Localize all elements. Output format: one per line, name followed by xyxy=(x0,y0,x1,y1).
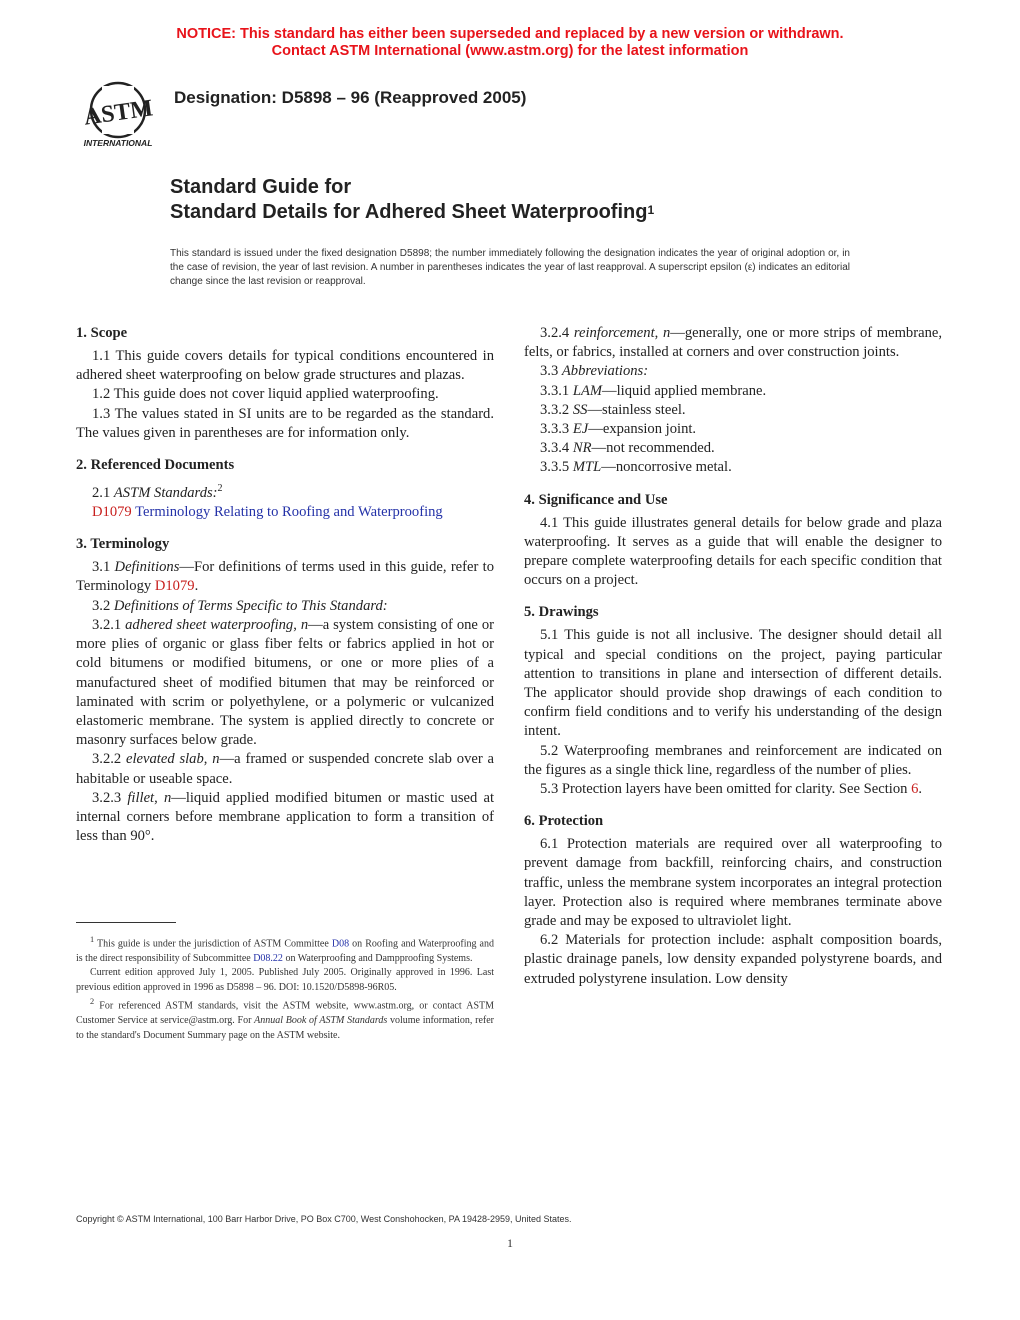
logo-letters: ASTM xyxy=(82,95,155,131)
definition: —generally, one or more strips of membrane, felts, or fabrics, installed at corners and over construction joints. xyxy=(524,325,942,361)
supersession-notice xyxy=(0,26,1020,60)
noun-mark: n xyxy=(212,751,220,768)
term: fillet xyxy=(127,789,155,806)
para-number: 3.2.1 xyxy=(92,616,126,633)
term: adhered sheet waterproofing xyxy=(125,616,294,633)
notice-line-2: Contact ASTM International (www.astm.org) for the latest information xyxy=(271,43,749,59)
astm-logo-icon xyxy=(76,80,160,150)
para-6-2: 6.2 Materials for protection include: asphalt composition boards, plastic drainage panels, low density expanded polystyrene boards, and extruded polystyrene insulation. Low density xyxy=(524,932,942,987)
sep: , xyxy=(203,751,213,768)
title-line-1: Standard Guide for xyxy=(170,176,352,198)
term: Definitions xyxy=(114,559,180,576)
abbr-meaning: —not recommended. xyxy=(591,440,715,457)
committee-link[interactable]: D08 xyxy=(331,938,350,950)
footnote-mark: 1 xyxy=(90,935,95,944)
footnotes xyxy=(76,933,494,1043)
footnote-2 xyxy=(76,995,494,1043)
abbr-item xyxy=(524,382,942,401)
footnote-mark: 2 xyxy=(90,997,95,1007)
para-3-2-3 xyxy=(76,789,494,847)
para-number: 3.3.4 xyxy=(540,440,573,457)
para-3-2-2 xyxy=(76,750,494,788)
para-2-1 xyxy=(76,479,494,503)
sep: , xyxy=(154,789,164,806)
definition: —liquid applied modified bitumen or mastic used at internal corners before membrane application to form a transition of less than 90°. xyxy=(76,789,495,845)
para-5-3 xyxy=(524,780,942,799)
para-number: 3.3.3 xyxy=(540,421,573,438)
para-number: 3.3 xyxy=(540,363,562,380)
noun-mark: n xyxy=(300,616,309,633)
abbr-item xyxy=(524,420,942,439)
definition: —a system consisting of one or more plies of organic or glass fiber felts or fabrics applied in hot or cold bitumens or modified bitumens, or one or more plies of a manufactured sheet of modified bitumen that may be reinforced or laminated with scrim or polyethylene, or a polymeric or vulcanized elastomeric membrane. The system is applied directly to concrete or masonry surfaces below grade. xyxy=(76,616,494,749)
abbreviation: EJ xyxy=(572,421,589,438)
sep: , xyxy=(654,325,663,341)
para-3-1 xyxy=(76,558,494,596)
designation: Designation: D5898 – 96 (Reapproved 2005) xyxy=(174,88,527,107)
section-heading-protection: 6. Protection xyxy=(524,813,604,830)
abbr-meaning: —expansion joint. xyxy=(588,421,697,438)
notice-line-1: NOTICE: This standard has either been superseded and replaced by a new version or withdrawn. xyxy=(176,26,844,42)
footnote-1-edition: Current edition approved July 1, 2005. Published July 2005. Originally approved in 1996. Last previous edition approved in 1996 as D5898 – 96. DOI: 10.1520/D5898-96R05. xyxy=(76,967,494,993)
term: reinforcement xyxy=(573,325,655,341)
para-3-3 xyxy=(524,362,942,381)
para-1-3: 1.3 The values stated in SI units are to be regarded as the standard. The values given in parentheses are for information only. xyxy=(76,405,494,441)
abbreviation: LAM xyxy=(572,382,603,399)
noun-mark: n xyxy=(163,789,172,806)
footnote-1 xyxy=(76,933,494,966)
para-number: 3.2.2 xyxy=(92,751,127,768)
para-number: 3.2.4 xyxy=(540,325,574,341)
copyright-line: Copyright © ASTM International, 100 Barr Harbor Drive, PO Box C700, West Conshohocken, PA 19428-2959, United States. xyxy=(76,1214,572,1224)
title-line-2 xyxy=(170,200,654,225)
left-column xyxy=(76,324,494,846)
sep: , xyxy=(293,616,301,633)
para-title: Definitions of Terms Specific to This Standard: xyxy=(113,597,388,614)
abbr-item xyxy=(524,401,942,420)
title-line-2-text: Standard Details for Adhered Sheet Waterproofing xyxy=(170,201,648,223)
footnote-ref-2: 2 xyxy=(217,483,223,495)
logo-caption: INTERNATIONAL xyxy=(83,138,153,148)
para-number: 2.1 xyxy=(92,484,114,501)
abbreviation: MTL xyxy=(572,459,602,476)
section-heading-significance: 4. Significance and Use xyxy=(524,491,668,508)
para-3-2-1 xyxy=(76,616,494,750)
fn-text: on Roofing and Waterproofing and is the direct responsibility of Subcommittee xyxy=(76,938,494,964)
fn-text: volume information, refer to the standard's Document Summary page on the ASTM website. xyxy=(76,1015,495,1041)
para-text: 5.3 Protection layers have been omitted for clarity. See Section xyxy=(540,781,912,798)
para-title: Abbreviations: xyxy=(561,363,649,380)
para-3-2 xyxy=(76,597,494,616)
abbreviation: SS xyxy=(572,401,588,418)
fn-italic: Annual Book of ASTM Standards xyxy=(254,1015,388,1027)
fn-text: This guide is under the jurisdiction of ASTM Committee xyxy=(94,938,332,950)
abbr-item xyxy=(524,439,942,458)
section-6-link[interactable]: 6 xyxy=(911,781,919,798)
abbr-meaning: —liquid applied membrane. xyxy=(602,382,767,399)
para-number: 3.3.5 xyxy=(540,459,573,476)
abbr-meaning: —noncorrosive metal. xyxy=(601,459,732,476)
title-footnote-mark: 1 xyxy=(647,203,655,217)
reference-title-link[interactable]: Terminology Relating to Roofing and Waterproofing xyxy=(135,504,443,521)
para-number: 3.2 xyxy=(92,597,114,614)
abbr-meaning: —stainless steel. xyxy=(587,401,686,418)
para-number: 3.3.2 xyxy=(540,401,573,418)
reference-d1079[interactable] xyxy=(76,503,494,522)
abbreviation: NR xyxy=(572,440,592,457)
fn-text: on Waterproofing and Dampproofing Systems. xyxy=(282,952,473,964)
fn-text: For referenced ASTM standards, visit the ASTM website, www.astm.org, or contact ASTM Customer Service at service@astm.org. For xyxy=(76,1000,494,1027)
noun-mark: n xyxy=(662,325,671,341)
section-heading-referenced-documents: 2. Referenced Documents xyxy=(76,457,235,474)
para-number: 3.1 xyxy=(92,559,115,576)
section-heading-terminology: 3. Terminology xyxy=(76,536,170,553)
page-number: 1 xyxy=(507,1236,513,1250)
right-column xyxy=(524,324,942,989)
para-text: —For definitions of terms used in this guide, refer to Terminology xyxy=(76,559,494,595)
para-2-1-title: ASTM Standards: xyxy=(113,484,218,501)
astm-logo xyxy=(76,80,160,150)
d1079-link[interactable]: D1079 xyxy=(154,578,195,595)
term: elevated slab xyxy=(126,751,204,768)
para-end: . xyxy=(194,578,199,595)
para-1-1: 1.1 This guide covers details for typical conditions encountered in adhered sheet waterproofing on below grade structures and plazas. xyxy=(76,348,494,384)
para-5-2: 5.2 Waterproofing membranes and reinforcement are indicated on the figures as a single thick line, regardless of the number of plies. xyxy=(524,742,942,778)
para-5-1: 5.1 This guide is not all inclusive. The designer should detail all typical and special conditions on the project, paying particular attention to transitions in plane and intersection of different details. The applicator should provide shop drawings of each condition to confirm field conditions and to verify his understanding of the design intent. xyxy=(524,627,942,740)
section-heading-scope: 1. Scope xyxy=(76,325,128,341)
para-1-2: 1.2 This guide does not cover liquid applied waterproofing. xyxy=(92,386,439,403)
para-3-2-4 xyxy=(524,324,942,362)
para-number: 3.2.3 xyxy=(92,789,128,806)
section-heading-drawings: 5. Drawings xyxy=(524,604,599,621)
reference-code-link[interactable]: D1079 xyxy=(92,504,132,521)
para-number: 3.3.1 xyxy=(540,382,573,399)
issuance-note: This standard is issued under the fixed designation D5898; the number immediately following the designation indicates the year of original adoption or, in the case of revision, the year of last revision. A number in parentheses indicates the year of last reapproval. A superscript epsilon (ε) indicates an editorial change since the last revision or reapproval. xyxy=(170,248,850,287)
definition: —a framed or suspended concrete slab over a habitable or useable space. xyxy=(76,751,494,787)
para-6-1: 6.1 Protection materials are required over all waterproofing to prevent damage from backfill, reinforcing chairs, and construction traffic, unless the membrane system incorporates an integral protection layer. Protection also is required where membranes terminate above grade and may be exposed to ultraviolet light. xyxy=(524,836,942,930)
footnote-divider xyxy=(76,922,176,923)
para-4-1: 4.1 This guide illustrates general details for below grade and plaza waterproofing. It serves as a guide that will enable the designer to prepare complete waterproofing details for each specific condition that occurs on a project. xyxy=(524,514,942,589)
para-end: . xyxy=(918,781,923,798)
abbr-item xyxy=(524,458,942,477)
subcommittee-link[interactable]: D08.22 xyxy=(253,952,283,964)
document-title xyxy=(170,175,654,225)
